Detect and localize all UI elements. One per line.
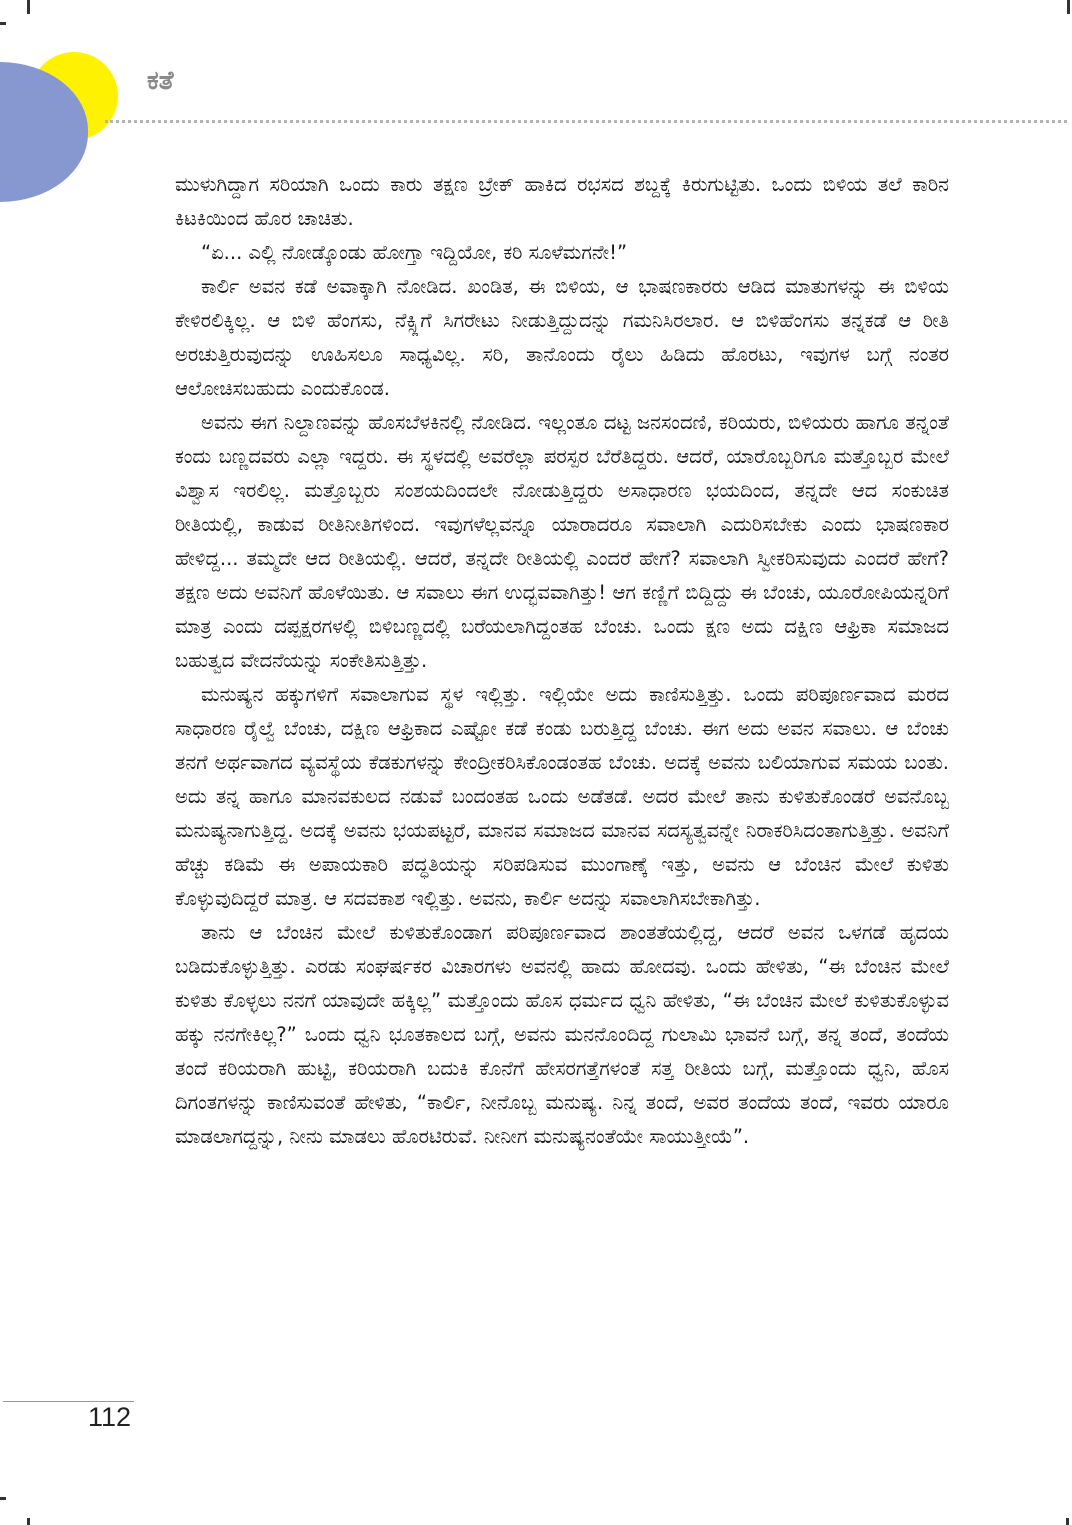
paragraph: ಮನುಷ್ಯನ ಹಕ್ಕುಗಳಿಗೆ ಸವಾಲಾಗುವ ಸ್ಥಳ ಇಲ್ಲಿತ್ತು. ಇಲ್ಲಿಯೇ ಅದು ಕಾಣಿಸುತ್ತಿತ್ತು. ಒಂದು ಪರಿಪೂರ್ಣವಾದ ಮರದ ಸಾಧಾರಣ ರೈಲ್ವೆ ಬೆಂಚು, ದಕ್ಷಿಣ ಆಫ್ರಿಕಾದ ಎಷ್ಟೋ ಕಡೆ ಕಂಡು ಬರುತ್ತಿದ್ದ ಬೆಂಚು. ಈಗ ಅದು ಅವನ ಸವಾಲು. ಆ ಬೆಂಚು ತನಗೆ ಅರ್ಥವಾಗದ ವ್ಯವಸ್ಥೆಯ ಕೆಡಕುಗಳನ್ನು ಕೇಂದ್ರೀಕರಿಸಿಕೊಂಡಂತಹ ಬೆಂಚು. ಅದಕ್ಕೆ ಅವನು ಬಲಿಯಾಗುವ ಸಮಯ ಬಂತು. ಅದು ತನ್ನ ಹಾಗೂ ಮಾನವಕುಲದ ನಡುವೆ ಬಂದಂತಹ ಒಂದು ಅಡೆತಡೆ. ಅದರ ಮೇಲೆ ತಾನು ಕುಳಿತುಕೊಂಡರೆ ಅವನೊಬ್ಬ ಮನುಷ್ಯನಾಗುತ್ತಿದ್ದ. ಅದಕ್ಕೆ ಅವನು ಭಯಪಟ್ಟರೆ, ಮಾನವ ಸಮಾಜದ ಮಾನವ ಸದಸ್ಯತ್ವವನ್ನೇ ನಿರಾಕರಿಸಿದಂತಾಗುತ್ತಿತ್ತು. ಅವನಿಗೆ ಹೆಚ್ಚು ಕಡಿಮೆ ಈ ಅಪಾಯಕಾರಿ ಪದ್ಧತಿಯನ್ನು ಸರಿಪಡಿಸುವ ಮುಂಗಾಣ್ಕೆ ಇತ್ತು, ಅವನು ಆ ಬೆಂಚಿನ ಮೇಲೆ ಕುಳಿತು ಕೊಳ್ಳುವುದಿದ್ದರೆ ಮಾತ್ರ. ಆ ಸದವಕಾಶ ಇಲ್ಲಿತ್ತು. ಅವನು, ಕಾರ್ಲಿ ಅದನ್ನು ಸವಾಲಾಗಿಸಬೇಕಾಗಿತ್ತು. bbox=[175, 683, 949, 910]
crop-mark-top-right-v bbox=[1067, 0, 1070, 14]
paragraph: ಅವನು ಈಗ ನಿಲ್ದಾಣವನ್ನು ಹೊಸಬೆಳಕಿನಲ್ಲಿ ನೋಡಿದ. ಇಲ್ಲಂತೂ ದಟ್ಟ ಜನಸಂದಣಿ, ಕರಿಯರು, ಬಿಳಿಯರು ಹಾಗೂ ತನ್ನಂತೆ ಕಂದು ಬಣ್ಣದವರು ಎಲ್ಲಾ ಇದ್ದರು. ಈ ಸ್ಥಳದಲ್ಲಿ ಅವರೆಲ್ಲಾ ಪರಸ್ಪರ ಬೆರೆತಿದ್ದರು. ಆದರೆ, ಯಾರೊಬ್ಬರಿಗೂ ಮತ್ತೊಬ್ಬರ ಮೇಲೆ ವಿಶ್ವಾಸ ಇರಲಿಲ್ಲ. ಮತ್ತೊಬ್ಬರು ಸಂಶಯದಿಂದಲೇ ನೋಡುತ್ತಿದ್ದರು ಅಸಾಧಾರಣ ಭಯದಿಂದ, ತನ್ನದೇ ಆದ ಸಂಕುಚಿತ ರೀತಿಯಲ್ಲಿ, ಕಾಡುವ ರೀತಿನೀತಿಗಳಿಂದ. ಇವುಗಳೆಲ್ಲವನ್ನೂ ಯಾರಾದರೂ ಸವಾಲಾಗಿ ಎದುರಿಸಬೇಕು ಎಂದು ಭಾಷಣಕಾರ ಹೇಳಿದ್ದ... ತಮ್ಮದೇ ಆದ ರೀತಿಯಲ್ಲಿ. ಆದರೆ, ತನ್ನದೇ ರೀತಿಯಲ್ಲಿ ಎಂದರೆ ಹೇಗೆ? ಸವಾಲಾಗಿ ಸ್ವೀಕರಿಸುವುದು ಎಂದರೆ ಹೇಗೆ? ತಕ್ಷಣ ಅದು ಅವನಿಗೆ ಹೊಳೆಯಿತು. ಆ ಸವಾಲು ಈಗ ಉದ್ಭವವಾಗಿತ್ತು! ಆಗ ಕಣ್ಣಿಗೆ ಬಿದ್ದಿದ್ದು ಈ ಬೆಂಚು, ಯೂರೋಪಿಯನ್ನರಿಗೆ ಮಾತ್ರ ಎಂದು ದಪ್ಪಕ್ಷರಗಳಲ್ಲಿ ಬಿಳಿಬಣ್ಣದಲ್ಲಿ ಬರೆಯಲಾಗಿದ್ದಂತಹ ಬೆಂಚು. ಒಂದು ಕ್ಷಣ ಅದು ದಕ್ಷಿಣ ಆಫ್ರಿಕಾ ಸಮಾಜದ ಬಹುತ್ವದ ವೇದನೆಯನ್ನು ಸಂಕೇತಿಸುತ್ತಿತ್ತು. bbox=[175, 411, 949, 672]
crop-mark-bottom-left-v bbox=[27, 1518, 30, 1525]
header-dotted-divider bbox=[105, 120, 1067, 123]
crop-mark-bottom-left-h bbox=[0, 1497, 6, 1500]
crop-mark-top-left-h bbox=[0, 22, 6, 25]
crop-mark-top-left-v bbox=[27, 0, 30, 14]
crop-mark-bottom-right-v bbox=[1066, 1518, 1069, 1525]
paragraph: ಮುಳುಗಿದ್ದಾಗ ಸರಿಯಾಗಿ ಒಂದು ಕಾರು ತಕ್ಷಣ ಬ್ರೇಕ್ ಹಾಕಿದ ರಭಸದ ಶಬ್ದಕ್ಕೆ ಕಿರುಗುಟ್ಟಿತು. ಒಂದು ಬಿಳಿಯ ತಲೆ ಕಾರಿನ ಕಿಟಕಿಯಿಂದ ಹೊರ ಚಾಚಿತು. bbox=[175, 173, 949, 230]
story-body bbox=[175, 168, 949, 1154]
paragraph: ತಾನು ಆ ಬೆಂಚಿನ ಮೇಲೆ ಕುಳಿತುಕೊಂಡಾಗ ಪರಿಪೂರ್ಣವಾದ ಶಾಂತತೆಯಲ್ಲಿದ್ದ, ಆದರೆ ಅವನ ಒಳಗಡೆ ಹೃದಯ ಬಡಿದುಕೊಳ್ಳುತ್ತಿತ್ತು. ಎರಡು ಸಂಘರ್ಷಕರ ವಿಚಾರಗಳು ಅವನಲ್ಲಿ ಹಾದು ಹೋದವು. ಒಂದು ಹೇಳಿತು, “ಈ ಬೆಂಚಿನ ಮೇಲೆ ಕುಳಿತು ಕೊಳ್ಳಲು ನನಗೆ ಯಾವುದೇ ಹಕ್ಕಿಲ್ಲ” ಮತ್ತೊಂದು ಹೊಸ ಧರ್ಮದ ಧ್ವನಿ ಹೇಳಿತು, “ಈ ಬೆಂಚಿನ ಮೇಲೆ ಕುಳಿತುಕೊಳ್ಳುವ ಹಕ್ಕು ನನಗೇಕಿಲ್ಲ?” ಒಂದು ಧ್ವನಿ ಭೂತಕಾಲದ ಬಗ್ಗೆ, ಅವನು ಮನನೊಂದಿದ್ದ ಗುಲಾಮಿ ಭಾವನೆ ಬಗ್ಗೆ, ತನ್ನ ತಂದೆ, ತಂದೆಯ ತಂದೆ ಕರಿಯರಾಗಿ ಹುಟ್ಟಿ, ಕರಿಯರಾಗಿ ಬದುಕಿ ಕೊನೆಗೆ ಹೇಸರಗತ್ತೆಗಳಂತೆ ಸತ್ತ ರೀತಿಯ ಬಗ್ಗೆ, ಮತ್ತೊಂದು ಧ್ವನಿ, ಹೊಸ ದಿಗಂತಗಳನ್ನು ಕಾಣಿಸುವಂತೆ ಹೇಳಿತು, “ಕಾರ್ಲಿ, ನೀನೊಬ್ಬ ಮನುಷ್ಯ. ನಿನ್ನ ತಂದೆ, ಅವರ ತಂದೆಯ ತಂದೆ, ಇವರು ಯಾರೂ ಮಾಡಲಾಗದ್ದನ್ನು, ನೀನು ಮಾಡಲು ಹೊರಟಿರುವೆ. ನೀನೀಗ ಮನುಷ್ಯನಂತೆಯೇ ಸಾಯುತ್ತೀಯೆ”. bbox=[175, 921, 949, 1148]
section-title: ಕತೆ bbox=[147, 66, 174, 96]
paragraph: ಕಾರ್ಲಿ ಅವನ ಕಡೆ ಅವಾಕ್ಕಾಗಿ ನೋಡಿದ. ಖಂಡಿತ, ಈ ಬಿಳಿಯ, ಆ ಭಾಷಣಕಾರರು ಆಡಿದ ಮಾತುಗಳನ್ನು ಈ ಬಿಳಿಯ ಕೇಳಿರಲಿಕ್ಕಿಲ್ಲ. ಆ ಬಿಳಿ ಹೆಂಗಸು, ನೆಕ್ಸ್ಲಿಗೆ ಸಿಗರೇಟು ನೀಡುತ್ತಿದ್ದುದನ್ನು ಗಮನಿಸಿರಲಾರ. ಆ ಬಿಳಿಹೆಂಗಸು ತನ್ನಕಡೆ ಆ ರೀತಿ ಅರಚುತ್ತಿರುವುದನ್ನು ಊಹಿಸಲೂ ಸಾಧ್ಯವಿಲ್ಲ. ಸರಿ, ತಾನೊಂದು ರೈಲು ಹಿಡಿದು ಹೊರಟು, ಇವುಗಳ ಬಗ್ಗೆ ನಂತರ ಆಲೋಚಿಸಬಹುದು ಎಂದುಕೊಂಡ. bbox=[175, 275, 949, 400]
page-number: 112 bbox=[88, 1402, 132, 1432]
paragraph: “ಏ... ಎಲ್ಲಿ ನೋಡ್ಕೊಂಡು ಹೋಗ್ತಾ ಇದ್ದಿಯೋ, ಕರಿ ಸೂಳೆಮಗನೇ!” bbox=[201, 241, 628, 264]
